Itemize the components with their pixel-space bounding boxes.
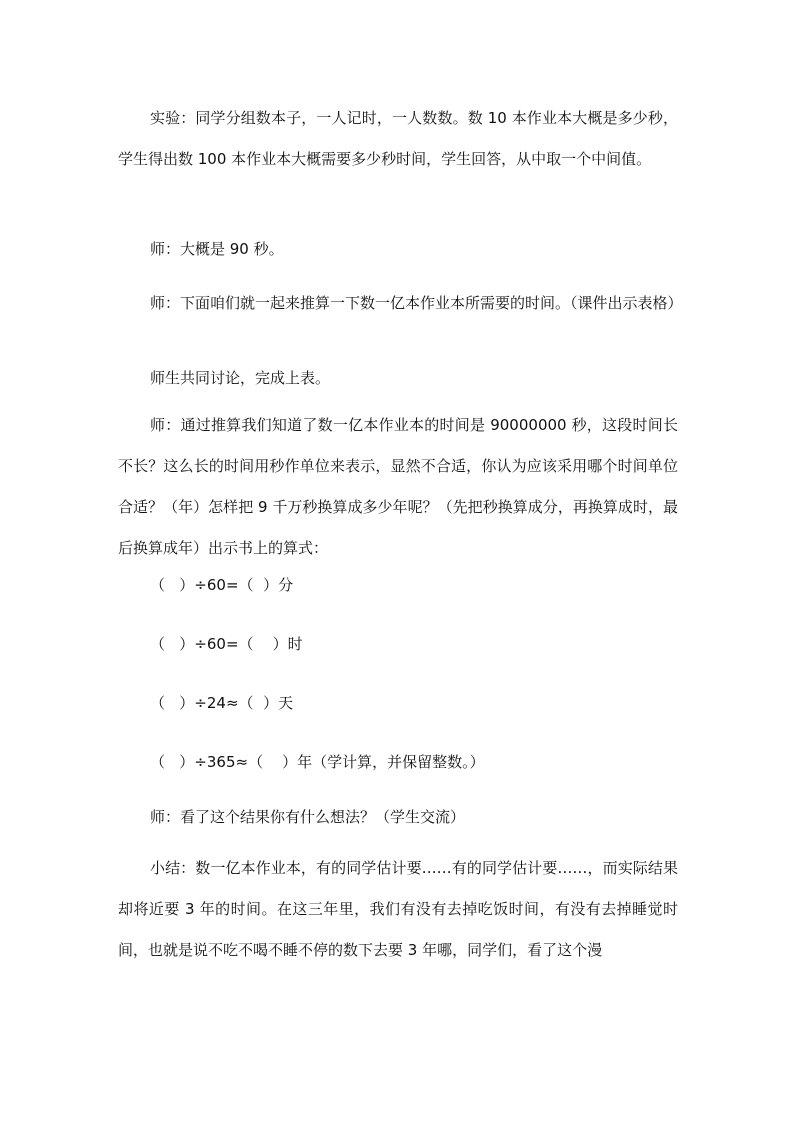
paragraph-teacher-90-seconds: 师：大概是 90 秒。 bbox=[150, 240, 284, 258]
equation-hours: （ ）÷60=（ ）时 bbox=[150, 635, 303, 653]
equation-years: （ ）÷365≈（ ）年（学计算，并保留整数。） bbox=[150, 753, 485, 771]
paragraph-discussion: 师生共同讨论，完成上表。 bbox=[150, 369, 331, 387]
paragraph-experiment: 实验：同学分组数本子，一人记时，一人数数。数 10 本作业本大概是多少秒，学生得出数 100 本作业本大概需要多少秒时间，学生回答，从中取一个中间值。 bbox=[118, 109, 678, 168]
paragraph-teacher-estimate: 师：下面咱们就一起来推算一下数一亿本作业本所需要的时间。（课件出示表格） bbox=[150, 294, 683, 312]
paragraph-teacher-units: 师：通过推算我们知道了数一亿本作业本的时间是 90000000 秒，这段时间长不长？这么长的时间用秒作单位来表示，显然不合适，你认为应该采用哪个时间单位合适？（年）怎样把 9 千万秒换算成多少年呢？（先把秒换算成分，再换算成时，最后换算成年）出示书上的算式： bbox=[118, 416, 678, 557]
equation-minutes: （ ）÷60=（ ）分 bbox=[150, 576, 294, 594]
paragraph-summary: 小结：数一亿本作业本，有的同学估计要……有的同学估计要……，而实际结果却将近要 3 年的时间。在这三年里，我们有没有去掉吃饭时间，有没有去掉睡觉时间，也就是说不吃不喝不睡不停的数下去要 3 年哪，同学们，看了这个漫 bbox=[118, 859, 678, 959]
paragraph-teacher-result: 师：看了这个结果你有什么想法？（学生交流） bbox=[150, 808, 466, 826]
equation-days: （ ）÷24≈（ ）天 bbox=[150, 694, 294, 712]
